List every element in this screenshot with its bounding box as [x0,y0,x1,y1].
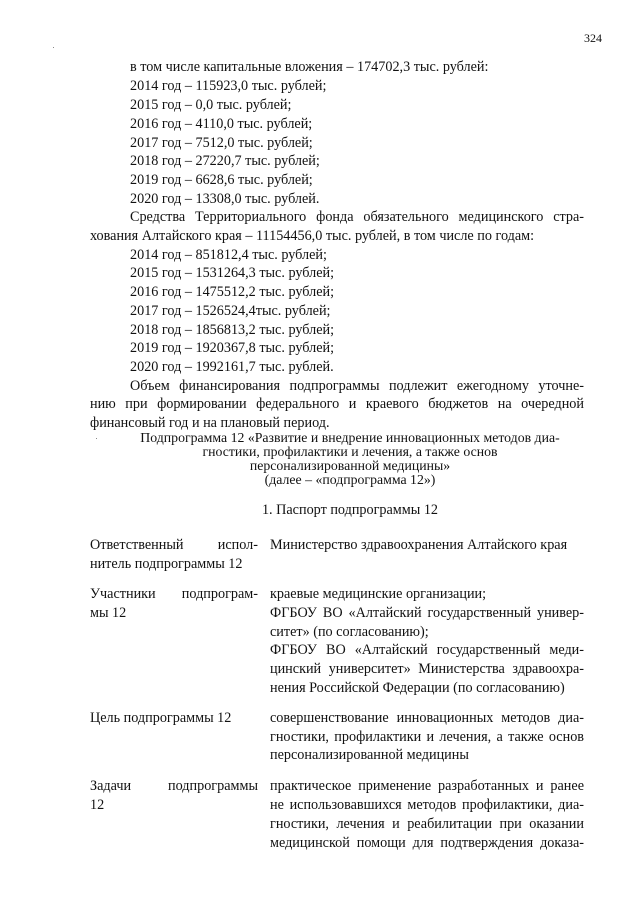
tfoms-year-2019: 2019 год – 1920367,8 тыс. рублей; [130,340,335,356]
volume-paragraph-line-3: финансовый год и на плановый период. [90,415,330,431]
capital-year-2016: 2016 год – 4110,0 тыс. рублей; [130,116,313,132]
scan-speck [53,47,54,48]
responsible-label-word-2: испол- [217,537,258,553]
capital-year-2017: 2017 год – 7512,0 тыс. рублей; [130,135,313,151]
tfoms-paragraph-line-1: Средства Территориального фонда обязательного медицинского стра- [130,209,584,225]
tasks-label-word-2: подпрограммы [168,778,258,794]
subprogram-title-line-3: персонализированной медицины» [249,458,451,473]
capital-year-2014: 2014 год – 115923,0 тыс. рублей; [130,78,327,94]
participants-value-line-4: ФГБОУ ВО «Алтайский государственный меди- [270,642,584,658]
page-number: 324 [584,31,602,45]
responsible-value: Министерство здравоохранения Алтайского края [270,537,568,553]
tasks-value-line-1: практическое применение разработанных и ранее [270,778,584,794]
responsible-label-line-1 [90,536,258,555]
participants-label-line-2: мы 12 [90,605,127,621]
tfoms-paragraph-line-2: хования Алтайского края – 11154456,0 тыс. рублей, в том числе по годам: [90,228,535,244]
participants-value-line-3: ситет» (по согласованию); [270,624,429,640]
participants-label-word-1: Участники [90,586,156,602]
capital-year-2020: 2020 год – 13308,0 тыс. рублей. [130,191,320,207]
capital-year-2018: 2018 год – 27220,7 тыс. рублей; [130,153,320,169]
responsible-label-word-1: Ответственный [90,537,184,553]
tfoms-year-2016: 2016 год – 1475512,2 тыс. рублей; [130,284,335,300]
tasks-value-line-4: медицинской помощи для подтверждения доказа- [270,835,584,851]
tasks-label-line-1 [90,777,258,796]
volume-paragraph-line-1: Объем финансирования подпрограммы подлежит ежегодному уточне- [130,378,584,394]
goal-value-line-3: персонализированной медицины [270,747,469,763]
subprogram-title-line-1: Подпрограмма 12 «Развитие и внедрение инновационных методов диа- [140,430,560,445]
tasks-value-line-2: не использовавшихся методов профилактики, диа- [270,797,584,813]
participants-value-line-6: нения Российской Федерации (по согласованию) [270,680,565,696]
capital-year-2015: 2015 год – 0,0 тыс. рублей; [130,97,292,113]
subprogram-title-line-2: гностики, профилактики и лечения, а также основ [202,444,498,459]
tfoms-year-2017: 2017 год – 1526524,4тыс. рублей; [130,303,331,319]
goal-value-line-1: совершенствование инновационных методов диа- [270,710,584,726]
capital-year-2019: 2019 год – 6628,6 тыс. рублей; [130,172,313,188]
participants-label-line-1 [90,585,258,604]
tasks-label-word-1: Задачи [90,778,132,794]
tfoms-year-2020: 2020 год – 1992161,7 тыс. рублей. [130,359,334,375]
passport-heading: 1. Паспорт подпрограммы 12 [261,502,439,518]
responsible-label-line-2: нитель подпрограммы 12 [90,556,243,572]
goal-value-line-2: гностики, профилактики и лечения, а также основ [270,729,584,745]
tfoms-year-2014: 2014 год – 851812,4 тыс. рублей; [130,247,327,263]
tasks-value-line-3: гностики, лечения и реабилитации при оказании [270,816,584,832]
tfoms-year-2018: 2018 год – 1856813,2 тыс. рублей; [130,322,335,338]
participants-value-line-1: краевые медицинские организации; [270,586,487,602]
subprogram-title-line-4: (далее – «подпрограмма 12») [264,472,436,487]
goal-label: Цель подпрограммы 12 [90,710,232,726]
tfoms-year-2015: 2015 год – 1531264,3 тыс. рублей; [130,265,335,281]
volume-paragraph-line-2: нию при формировании федерального и краевого бюджетов на очередной [90,396,584,412]
participants-label-word-2: подпрограм- [181,586,258,602]
tasks-label-line-2: 12 [90,797,105,813]
capital-intro: в том числе капитальные вложения – 174702,3 тыс. рублей: [130,59,489,75]
participants-value-line-5: цинский университет» Министерства здравоохра- [270,661,584,677]
participants-value-line-2: ФГБОУ ВО «Алтайский государственный универ- [270,605,584,621]
